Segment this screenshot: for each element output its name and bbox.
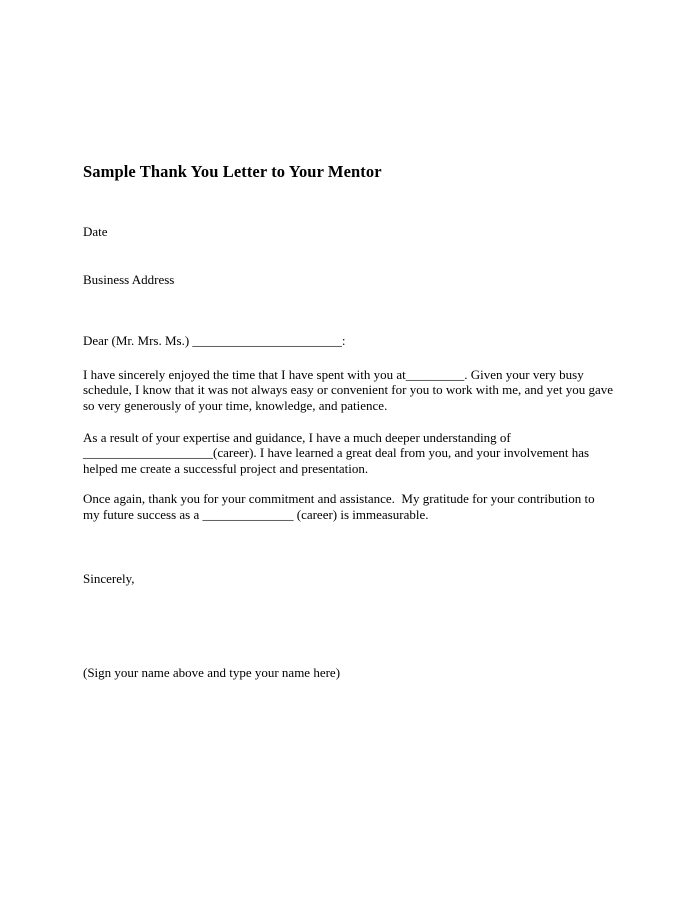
signature-instruction-line: (Sign your name above and type your name here) xyxy=(83,665,341,681)
body-paragraph-1: I have sincerely enjoyed the time that I have spent with you at_________. Given your very busy schedule, I know that it was not always easy or convenient for you to work with me, and yet you gave so very generously of your time, knowledge, and patience. xyxy=(83,366,617,413)
body-paragraph-3: Once again, thank you for your commitment and assistance. My gratitude for your contribution to my future success as a ______________ (career) is immeasurable. xyxy=(83,491,598,522)
closing-line: Sincerely, xyxy=(83,570,135,586)
date-placeholder-line: Date xyxy=(83,223,108,239)
salutation-line: Dear (Mr. Mrs. Ms.) _______________________: xyxy=(83,333,346,349)
body-paragraph-2: As a result of your expertise and guidance, I have a much deeper understanding of ____________________(career). I have learned a great deal from you, and your involvement has helped me create a successful project and presentation. xyxy=(83,429,593,476)
business-address-line: Business Address xyxy=(83,271,175,287)
letter-title: Sample Thank You Letter to Your Mentor xyxy=(83,162,382,181)
